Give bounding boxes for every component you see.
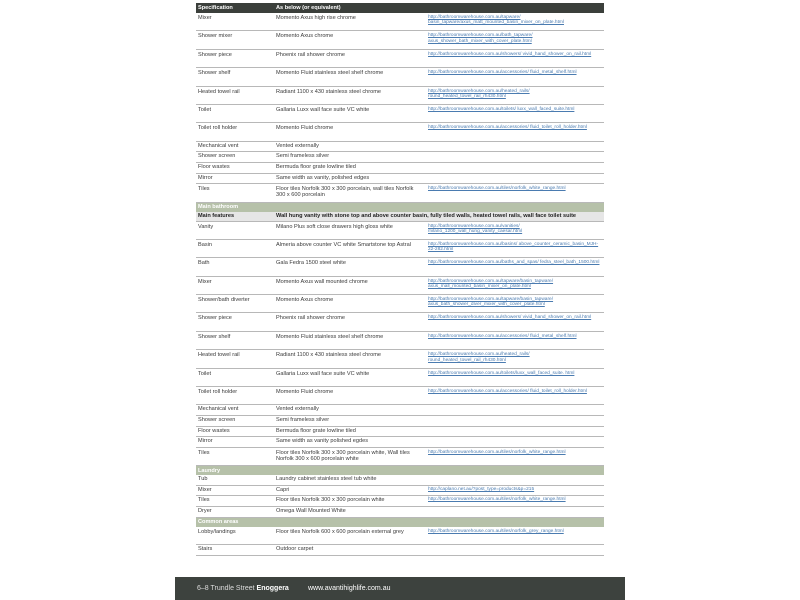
product-link — [426, 173, 604, 184]
spec-value: Vented externally — [274, 405, 426, 416]
product-link — [426, 426, 604, 437]
section-title: Common areas — [196, 517, 604, 527]
features-row — [196, 212, 604, 222]
spec-value: Almeria above counter VC white Smartstone top Astral — [274, 239, 426, 257]
product-link — [426, 437, 604, 448]
table-row — [196, 387, 604, 405]
table-row — [196, 239, 604, 257]
spec-value: Vented externally — [274, 141, 426, 152]
header-link — [426, 3, 604, 13]
spec-label: Toilet roll holder — [196, 387, 274, 405]
spec-value: Momento Fluid stainless steel shelf chrome — [274, 68, 426, 86]
spec-label: Dryer — [196, 506, 274, 517]
product-link[interactable]: http://bathroomwarehouse.com.au/bath_tapware/ axus_shower_bath_mixer_with_cover_plate.html — [426, 31, 604, 49]
spec-value: Milano Plus soft close drawers high gloss white — [274, 221, 426, 239]
spec-label: Shower/bath diverter — [196, 295, 274, 313]
spec-label: Tiles — [196, 447, 274, 465]
table-header-row — [196, 3, 604, 13]
spec-value: Laundry cabinet stainless steel tub white — [274, 475, 426, 485]
footer-suburb: Enoggera — [256, 585, 289, 592]
spec-value: Same width as vanity, polished edges — [274, 173, 426, 184]
product-link[interactable]: http://bathroomwarehouse.com.au/accessories/ fluid_metal_shelf.html — [426, 331, 604, 349]
spec-value: Momento Axus wall mounted chrome — [274, 276, 426, 294]
product-link[interactable]: http://bathroomwarehouse.com.au/accessories/ fluid_toilet_roll_holder.html — [426, 387, 604, 405]
table-row — [196, 123, 604, 141]
spec-value: Gallaria Luxx wall face suite VC white — [274, 368, 426, 386]
table-row — [196, 184, 604, 202]
spec-value: Momento Fluid chrome — [274, 387, 426, 405]
spec-value: Semi frameless silver — [274, 152, 426, 163]
table-row — [196, 527, 604, 545]
product-link[interactable]: http://bathroomwarehouse.com.au/tapware/basin_tapware/ axus_bath_shower_diver_mixer_with_cover_plate.html — [426, 295, 604, 313]
table-row — [196, 141, 604, 152]
product-link[interactable]: http://bathroomwarehouse.com.au/tiles/norfolk_white_range.html — [426, 447, 604, 465]
spec-value: Momento Axus chrome — [274, 295, 426, 313]
product-link[interactable]: http://bathroomwarehouse.com.au/showers/ vivid_hand_shower_on_rail.html — [426, 313, 604, 331]
spec-label: Tiles — [196, 184, 274, 202]
spec-label: Main features — [196, 212, 274, 222]
spec-value: Phoenix rail shower chrome — [274, 313, 426, 331]
table-row — [196, 447, 604, 465]
spec-label: Floor wastes — [196, 162, 274, 173]
spec-value: Same width as vanity polished egdes — [274, 437, 426, 448]
spec-value: Semi frameless silver — [274, 416, 426, 427]
spec-value: Momento Fluid stainless steel shelf chrome — [274, 331, 426, 349]
spec-value: Momento Axus high rise chrome — [274, 13, 426, 31]
section-title: Main bathroom — [196, 202, 604, 212]
product-link — [426, 141, 604, 152]
table-row — [196, 426, 604, 437]
spec-label: Heated towel rail — [196, 350, 274, 368]
table-row — [196, 485, 604, 496]
spec-label: Mechanical vent — [196, 141, 274, 152]
product-link[interactable]: http://bathroomwarehouse.com.au/baths_and_spas/ fedra_steel_bath_1500.html — [426, 258, 604, 276]
spec-label: Lobby/landings — [196, 527, 274, 545]
features-text: Wall hung vanity with stone top and above counter basin, fully tiled walls, heated towel rails, wall face toilet suite — [274, 212, 604, 222]
spec-label: Tub — [196, 475, 274, 485]
spec-value: Capri — [274, 485, 426, 496]
spec-label: Mixer — [196, 485, 274, 496]
specification-table — [196, 3, 604, 556]
product-link[interactable]: http://bathroomwarehouse.com.au/toilets/luxx_wall_faced_suite. html — [426, 368, 604, 386]
product-link — [426, 416, 604, 427]
spec-label: Mirror — [196, 173, 274, 184]
spec-value: Floor tiles Norfolk 600 x 600 porcelain external grey — [274, 527, 426, 545]
product-link[interactable]: http://bathroomwarehouse.com.au/tiles/norfolk_grey_range.html — [426, 527, 604, 545]
product-link — [426, 544, 604, 555]
footer-address — [197, 585, 289, 592]
spec-label: Shower mixer — [196, 31, 274, 49]
product-link — [426, 506, 604, 517]
product-link — [426, 162, 604, 173]
spec-value: Outdoor carpet — [274, 544, 426, 555]
spec-value: Radiant 1100 x 430 stainless steel chrome — [274, 350, 426, 368]
spec-label: Toilet roll holder — [196, 123, 274, 141]
product-link[interactable]: http://bathroomwarehouse.com.au/heated_rails/ round_heated_towel_rail_rh430.html — [426, 86, 604, 104]
product-link — [426, 475, 604, 485]
table-row — [196, 173, 604, 184]
product-link[interactable]: http://caplano.net.au/?post_type=products&p=215 — [426, 485, 604, 496]
table-row — [196, 475, 604, 485]
spec-value: Gallaria Luxx wall face suite VC white — [274, 104, 426, 122]
table-row — [196, 276, 604, 294]
footer-street: 6–8 Trundle Street — [197, 585, 257, 592]
spec-label: Basin — [196, 239, 274, 257]
section-header-row — [196, 202, 604, 212]
table-row — [196, 350, 604, 368]
spec-value: Bermuda floor grate lowline tiled — [274, 162, 426, 173]
spec-label: Shower screen — [196, 416, 274, 427]
product-link[interactable]: http://bathroomwarehouse.com.au/accessories/ fluid_toilet_roll_holder.html — [426, 123, 604, 141]
spec-label: Mechanical vent — [196, 405, 274, 416]
product-link[interactable]: http://bathroomwarehouse.com.au/tapware/ basin_tapware/axus_matt_mounted_basin_mixer_on_plate.html — [426, 13, 604, 31]
table-row — [196, 295, 604, 313]
product-link[interactable]: http://bathroomwarehouse.com.au/tiles/norfolk_white_range.html — [426, 184, 604, 202]
product-link[interactable]: http://bathroomwarehouse.com.au/tapware/basin_tapware/ axus_mall_mounted_basin_mixer_on_plate.html — [426, 276, 604, 294]
table-row — [196, 152, 604, 163]
table-row — [196, 162, 604, 173]
product-link[interactable]: http://bathroomwarehouse.com.au/heated_rails/ round_heated_towel_rail_rh430.html — [426, 350, 604, 368]
table-row — [196, 104, 604, 122]
spec-value: Floor tiles Norfolk 300 x 300 porcelain, wall tiles Norfolk 300 x 600 porcelain — [274, 184, 426, 202]
spec-label: Toilet — [196, 104, 274, 122]
page-footer — [175, 577, 625, 600]
spec-label: Stairs — [196, 544, 274, 555]
header-specification: Specification — [196, 3, 274, 13]
table-row — [196, 313, 604, 331]
spec-label: Mirror — [196, 437, 274, 448]
table-row — [196, 544, 604, 555]
product-link[interactable]: http://bathroomwarehouse.com.au/toilets/ luxx_wall_faced_suite.html — [426, 104, 604, 122]
table-row — [196, 506, 604, 517]
spec-value: Floor tiles Norfolk 300 x 300 porcelain white, Wall tiles Norfolk 300 x 600 porcelain white — [274, 447, 426, 465]
spec-value: Momento Axus chrome — [274, 31, 426, 49]
section-header-row — [196, 466, 604, 476]
spec-value: Floor tiles Norfolk 300 x 300 porcelain white — [274, 496, 426, 507]
spec-label: Shower shelf — [196, 68, 274, 86]
product-link[interactable]: http://bathroomwarehouse.com.au/tiles/norfolk_white_range.html — [426, 496, 604, 507]
product-link[interactable]: http://bathroomwarehouse.com.au/vanities/ milano_1200_wall_hung_vanity_caesar.html — [426, 221, 604, 239]
spec-value: Phoenix rail shower chrome — [274, 49, 426, 67]
section-title: Laundry — [196, 466, 604, 476]
product-link[interactable]: http://bathroomwarehouse.com.au/accessories/ fluid_metal_shelf.html — [426, 68, 604, 86]
spec-label: Shower piece — [196, 313, 274, 331]
product-link — [426, 405, 604, 416]
footer-website-link[interactable]: www.avantihighlife.com.au — [308, 585, 391, 592]
table-row — [196, 405, 604, 416]
spec-label: Mixer — [196, 13, 274, 31]
spec-label: Mixer — [196, 276, 274, 294]
header-value: As below (or equivalent) — [274, 3, 426, 13]
table-row — [196, 68, 604, 86]
table-row — [196, 86, 604, 104]
spec-value: Radiant 1100 x 430 stainless steel chrome — [274, 86, 426, 104]
spec-label: Shower shelf — [196, 331, 274, 349]
spec-value: Bermuda floor grate lowline tiled — [274, 426, 426, 437]
specification-sheet — [196, 3, 604, 556]
table-row — [196, 258, 604, 276]
table-row — [196, 49, 604, 67]
spec-value: Gala Fedra 1500 steel white — [274, 258, 426, 276]
product-link — [426, 152, 604, 163]
table-row — [196, 368, 604, 386]
spec-label: Vanity — [196, 221, 274, 239]
spec-label: Bath — [196, 258, 274, 276]
spec-label: Shower piece — [196, 49, 274, 67]
spec-value: Omega Wall Mounted White — [274, 506, 426, 517]
table-row — [196, 416, 604, 427]
spec-label: Toilet — [196, 368, 274, 386]
spec-label: Shower screen — [196, 152, 274, 163]
spec-label: Floor wastes — [196, 426, 274, 437]
section-header-row — [196, 517, 604, 527]
table-row — [196, 437, 604, 448]
table-row — [196, 496, 604, 507]
table-row — [196, 13, 604, 31]
product-link[interactable]: http://bathroomwarehouse.com.au/showers/ vivid_hand_shower_on_rail.html — [426, 49, 604, 67]
table-body — [196, 13, 604, 555]
spec-value: Momento Fluid chrome — [274, 123, 426, 141]
table-row — [196, 221, 604, 239]
product-link[interactable]: http://bathroomwarehouse.com.au/basins/ above_counter_ceramic_basin_MJH-22-282.html — [426, 239, 604, 257]
table-row — [196, 331, 604, 349]
spec-label: Tiles — [196, 496, 274, 507]
spec-label: Heated towel rail — [196, 86, 274, 104]
table-row — [196, 31, 604, 49]
